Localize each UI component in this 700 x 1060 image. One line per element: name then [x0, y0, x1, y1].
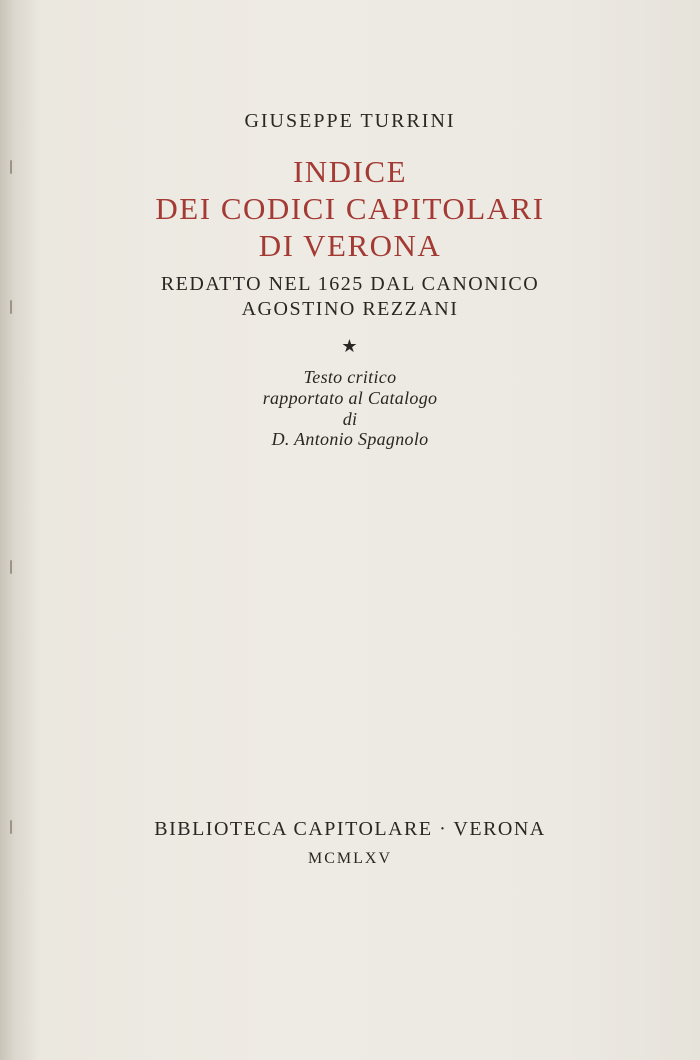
subtitle-line-1: REDATTO NEL 1625 DAL CANONICO — [160, 273, 540, 295]
title-line-2: DEI CODICI CAPITOLARI — [155, 191, 545, 226]
edition-line-3: di — [342, 409, 358, 429]
title-line-1: INDICE — [292, 154, 408, 189]
publisher: BIBLIOTECA CAPITOLARE · VERONA — [154, 818, 546, 840]
title-line-3: DI VERONA — [258, 228, 442, 263]
editor-name: D. Antonio Spagnolo — [271, 429, 429, 449]
star-ornament-icon: ★ — [341, 336, 359, 357]
binding-stitch — [10, 560, 12, 574]
edition-line-2: rapportato al Catalogo — [262, 388, 438, 408]
edition-line-1: Testo critico — [303, 367, 397, 387]
subtitle-line-2: AGOSTINO REZZANI — [241, 298, 459, 320]
author-name: GIUSEPPE TURRINI — [244, 110, 456, 132]
publication-year: MCMLXV — [307, 850, 392, 867]
